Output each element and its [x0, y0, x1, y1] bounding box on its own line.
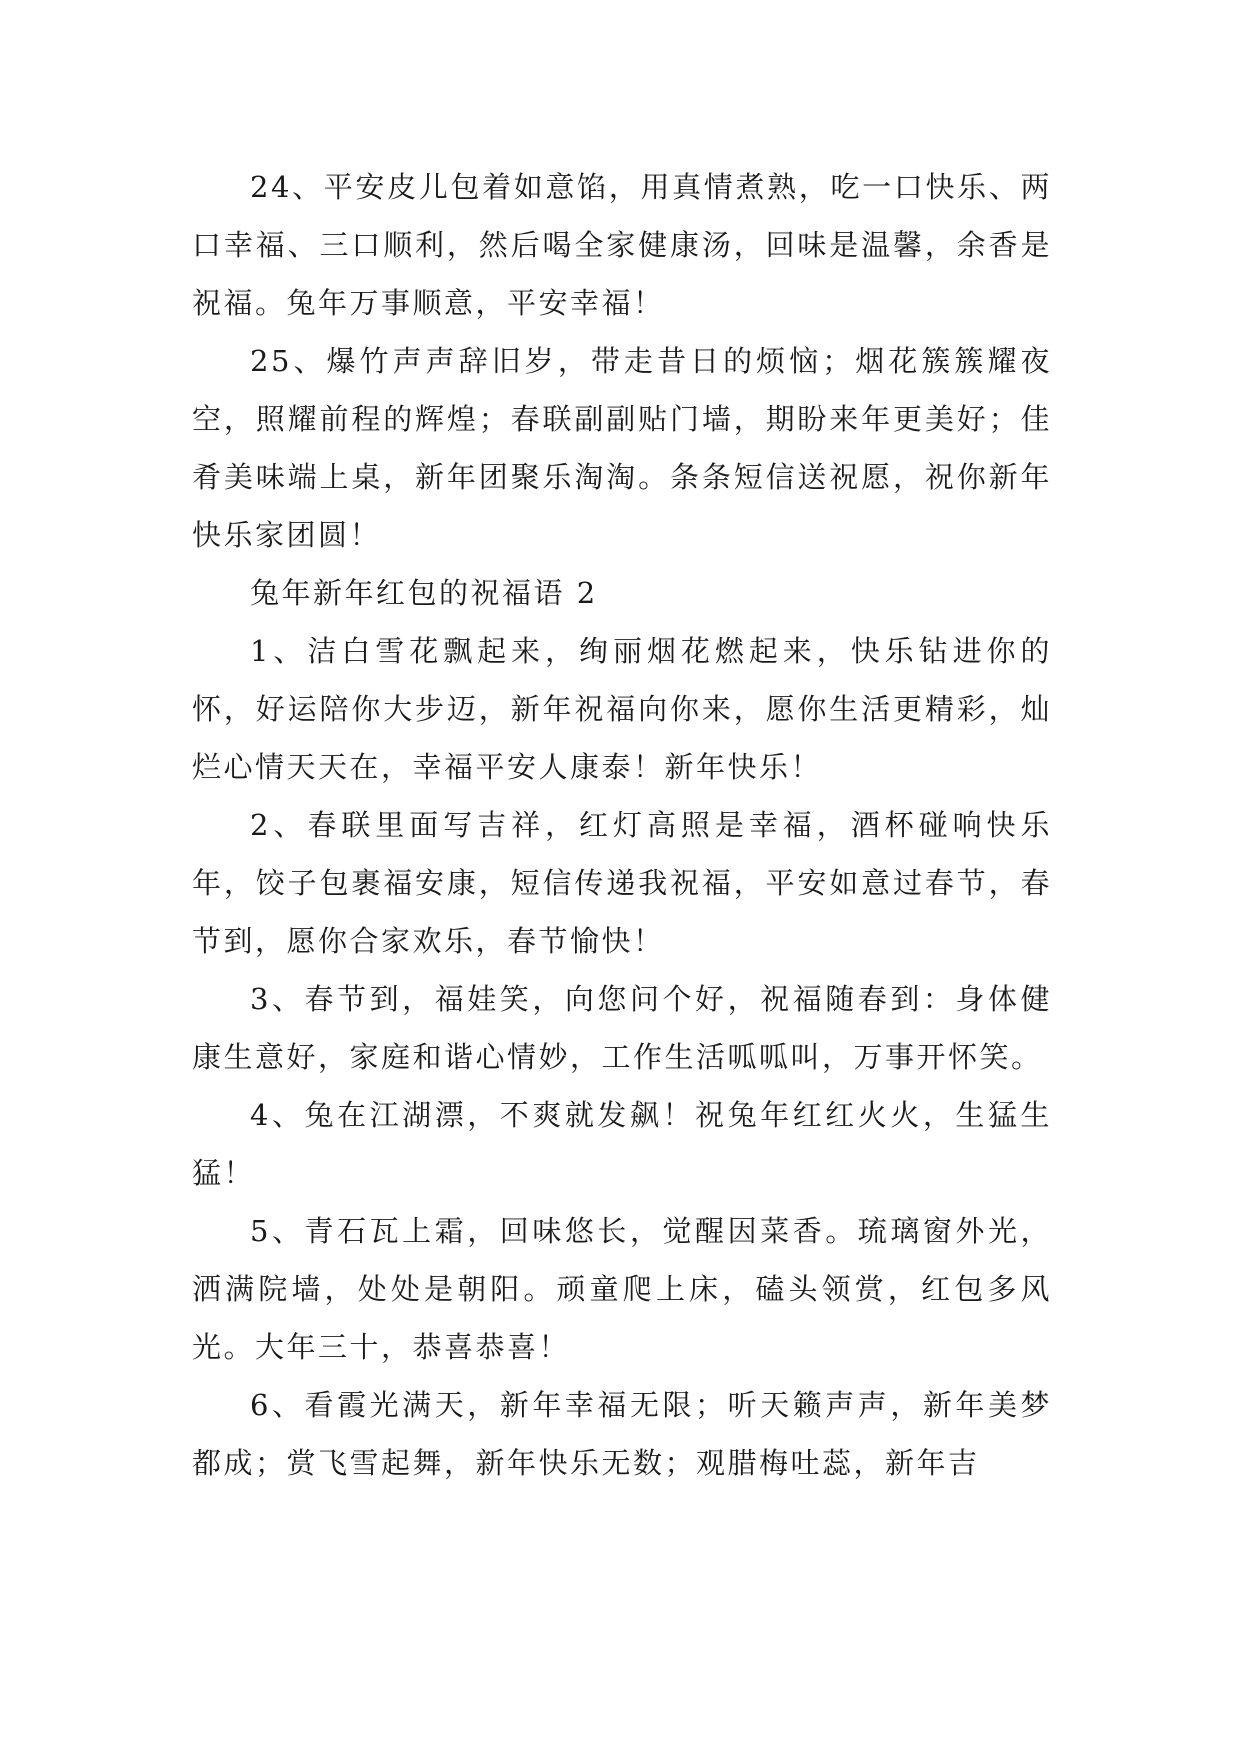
- section-heading: 兔年新年红包的祝福语 2: [250, 576, 598, 610]
- paragraph-4: 4、兔在江湖漂，不爽就发飙！祝兔年红红火火，生猛生猛！: [192, 1098, 1052, 1190]
- document-body: [192, 158, 1052, 1492]
- paragraph-1: 1、洁白雪花飘起来，绚丽烟花燃起来，快乐钻进你的怀，好运陪你大步迈，新年祝福向你来，愿你生活更精彩，灿烂心情天天在，幸福平安人康泰！新年快乐！: [192, 634, 1052, 784]
- paragraph-24: 24、平安皮儿包着如意馅，用真情煮熟，吃一口快乐、两口幸福、三口顺利，然后喝全家健康汤，回味是温馨，余香是祝福。兔年万事顺意，平安幸福！: [192, 170, 1052, 320]
- paragraph-6: 6、看霞光满天，新年幸福无限；听天籁声声，新年美梦都成；赏飞雪起舞，新年快乐无数；观腊梅吐蕊，新年吉: [192, 1388, 1052, 1480]
- paragraph-2: 2、春联里面写吉祥，红灯高照是幸福，酒杯碰响快乐年，饺子包裹福安康，短信传递我祝福，平安如意过春节，春节到，愿你合家欢乐，春节愉快！: [192, 808, 1052, 958]
- paragraph-3: 3、春节到，福娃笑，向您问个好，祝福随春到：身体健康生意好，家庭和谐心情妙，工作生活呱呱叫，万事开怀笑。: [192, 982, 1052, 1074]
- paragraph-5: 5、青石瓦上霜，回味悠长，觉醒因菜香。琉璃窗外光，洒满院墙，处处是朝阳。顽童爬上床，磕头领赏，红包多风光。大年三十，恭喜恭喜！: [192, 1214, 1052, 1364]
- paragraph-25: 25、爆竹声声辞旧岁，带走昔日的烦恼；烟花簇簇耀夜空，照耀前程的辉煌；春联副副贴门墙，期盼来年更美好；佳肴美味端上桌，新年团聚乐淘淘。条条短信送祝愿，祝你新年快乐家团圆！: [192, 344, 1052, 552]
